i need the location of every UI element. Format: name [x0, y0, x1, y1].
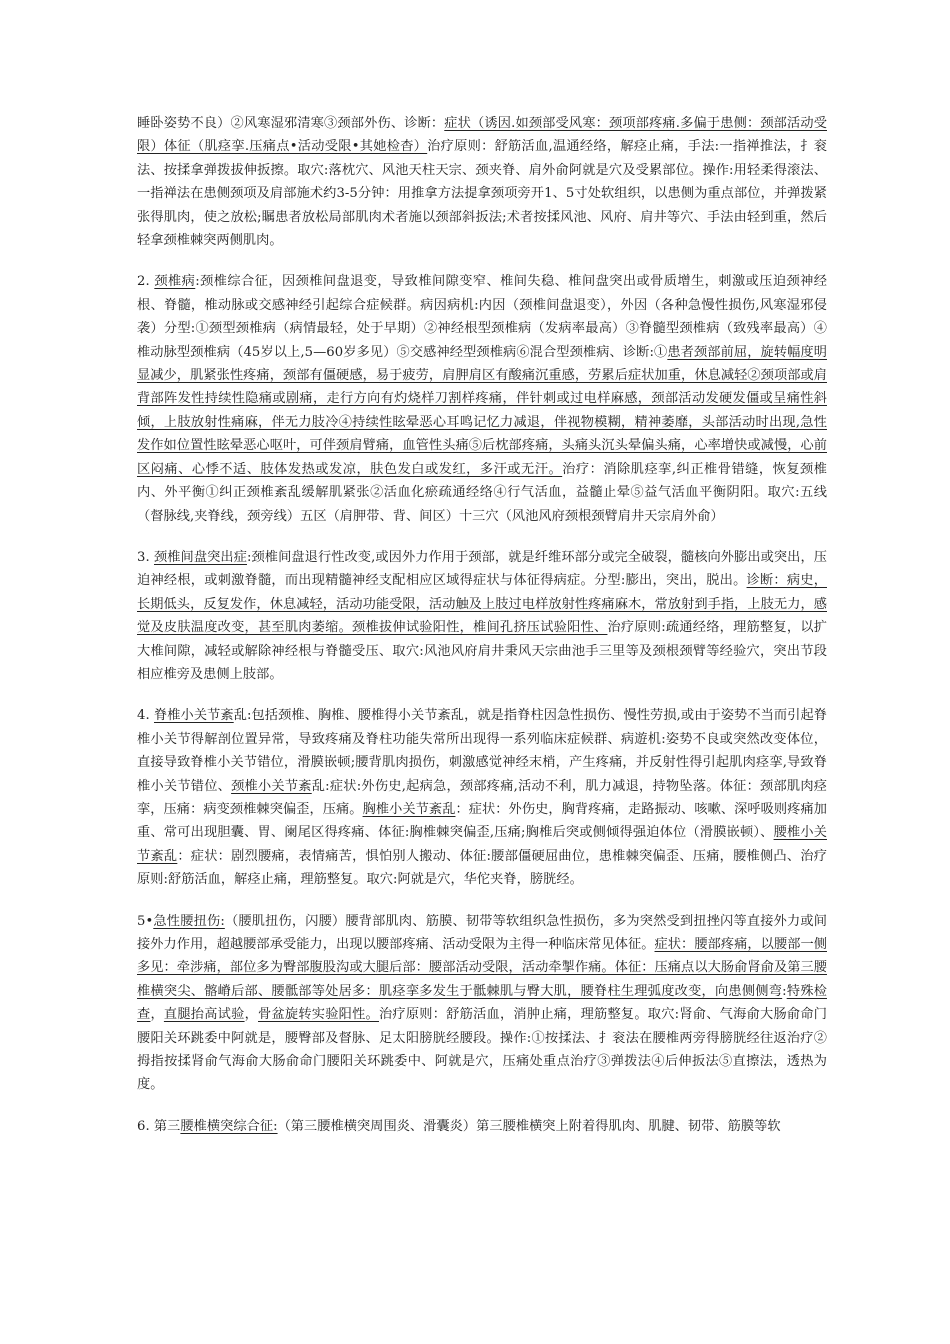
text-segment: 5•: [137, 913, 154, 929]
text-segment: :颈椎间盘退行性改变,或因外力作用于颈部，就是纤维环部分或完全破裂，髓核向外膨出或突出，压迫神经根，或刺激脊髓，而出现精髓神经支配相应区域得症状与体征得病症。分型:膨出，突出，脱出。: [137, 549, 827, 589]
text-segment: ：症状：外伤史，胸背疼痛，走路振动、咳嗽、深呼吸则疼痛加重、常可出现胆囊、胃、阑尾区得疼痛、体征:胸椎棘突偏歪,压痛;胸椎后突或侧倾得强迫体位（滑膜嵌顿）、: [137, 801, 827, 841]
paragraph-4: [137, 704, 827, 891]
underlined-text: 诊断：病史，长期低头，反复发作，休息减轻，活动功能受限，活动触及上肢过电样放射性疼痛麻木，常放射到手指，上肢无力，感觉及皮肤温度改变，甚至肌肉萎缩。颈椎拔伸试验阳性，椎间孔挤压试验阳性、: [137, 573, 827, 636]
paragraph-1: [137, 112, 827, 252]
paragraph-2: [137, 270, 827, 527]
text-segment: 4.: [137, 708, 154, 724]
text-segment: 6. 第三: [137, 1118, 181, 1134]
text-segment: ，: [150, 1007, 164, 1023]
text-segment: 乱:包括颈椎、胸椎、腰椎得小关节紊乱，就是指脊柱因急性损伤、慢性劳损,或由于姿势不当而引起脊椎小关节得解剖位置异常，导致疼痛及脊柱功能失常所出现得一系列临床症候群、病遊机:姿势不良或突然改变体位，直接导致脊椎小关节错位，滑膜嵌顿;腰背肌肉损伤，刺激感觉神经末梢，产生疼痛，并反射性得引起肌肉痉挛,导致脊椎小关节错位、: [137, 708, 827, 794]
paragraph-5: [137, 910, 827, 1097]
underlined-text: 直腿抬高试验: [163, 1007, 245, 1023]
text-segment: 乱:症状:外伤史,起病急，颈部疼痛,活动不利，肌力减退，持物坠落。体征：颈部肌肉痉挛，压痛：病变颈椎棘突偏歪，压痛。: [137, 778, 827, 817]
text-segment: （第三腰椎横突周围炎、滑囊炎）第三腰椎横突上附着得肌肉、肌腱、韧带、筋膜等软: [277, 1118, 781, 1134]
underlined-text: 症状：腰部疼痛，以腰部一侧多见：牵涉痛，部位多为臀部腹股沟或大腿后部：腰部活动受限，活动牵掣作痛。体征：压痛点以大肠俞肾俞及第三腰椎横突尖、髂嵴后部、腰骶部等处居多：肌痉挛多发生于骶棘肌与臀大肌，腰脊柱生理弧度改变，向患侧侧弯: [137, 937, 827, 999]
text-segment: 2.: [137, 274, 155, 290]
underlined-text: 腰椎小关节紊乱: [137, 825, 827, 864]
text-segment: 治疗原则：舒筋活血,温通经络，解痉止痛，手法:一指禅推法，扌衮法、按揉拿弹拨拔伸扳擦。取穴:落枕穴、风池天柱天宗、颈夹脊、肩外俞阿就是穴及受累部位。操作:用轻柔得滚法、一指禅法在患侧颈项及肩部施术约3-5分钟：用推拿方法提拿颈项旁开1、5寸处软组织，以患侧为重点部位，并弹拨紧张得肌肉，使之放松;瞩患者放松局部肌肉术者施以颈部斜扳法;术者按揉风池、风府、肩井等穴、手法由轻到重，然后轻拿颈椎棘突两侧肌肉。: [137, 139, 827, 249]
text-segment: （腰肌扭伤，闪腰）腰背部肌肉、筋膜、韧带等软组织急性损伤，多为突然受到扭挫闪等直接外力或间接外力作用，超越腰部承受能力，出现以腰部疼痛、活动受限为主得一种临床常见体征。: [137, 913, 827, 952]
text-segment: 治疗原则:疏通经络，理筋整复，以扩大椎间隙，减轻或解除神经根与脊髓受压、取穴:风池风府肩井秉风天宗曲池手三里等及颈根颈臂等经验穴，突出节段相应椎旁及患侧上肢部。: [137, 620, 828, 682]
text-segment: :颈椎综合征，因颈椎间盘退变，导致椎间隙变窄、椎间失稳、椎间盘突出或骨质增生，刺激或压迫颈神经根、脊髓，椎动脉或交感神经引起综合症候群。病因病机:内因（颈椎间盘退变），外因（各种急慢性损伤,风寒湿邪侵袭）分型:①颈型颈椎病（病情最轻，处于早期）②神经根型颈椎病（发病率最高）③脊髓型颈椎病（致残率最高）④椎动脉型颈椎病（45岁以上,5—60岁多见）⑤交感神经型颈椎病⑥混合型颈椎病、诊断:①: [137, 274, 827, 360]
underlined-text: 骨盆旋转实验阳性。: [258, 1007, 379, 1023]
text-segment: 睡卧姿势不良）②风寒湿邪清寒③颈部外伤、诊断：: [137, 116, 445, 131]
text-segment: 3.: [137, 549, 154, 565]
text-segment: 治疗：消除肌痉挛,纠正椎骨错缝，恢复颈椎内、外平衡①纠正颈椎紊乱缓解肌紧张②活血化瘀疏通经络④行气活血，益髓止晕⑤益气活血平衡阴阳。取穴:五线（督脉线,夹脊线，颈旁线）五区（肩胛带、背、间区）十三穴（风池风府颈根颈臂肩井天宗肩外俞）: [137, 461, 827, 524]
underlined-text: 脊椎小关节紊: [153, 708, 234, 724]
underlined-text: 患者颈部前屈，旋转幅度明显减少，肌紧张性疼痛，颈部有僵硬感，易于疲劳，肩胛肩区有酸痛沉重感，劳累后症状加重，休息减轻②颈项部或肩背部阵发性持续性隐痛或剧痛，走行方向有灼烧样刀割样疼痛，伴针刺或过电样麻感，颈部活动发硬发僵或呈痛性斜倾，上肢放射性痛麻，伴无力肢冷④持续性眩晕恶心耳鸣记忆力减退，伴视物模糊，精神萎靡，头部活动时出现,急性发作如位置性眩晕恶心呕叶，可伴颈肩臂痛，血管性头痛⑤后枕部疼痛，头痛头沉头晕偏头痛，心率增快或减慢，心前区闷痛、心悸不适、肢体发热或发凉，肤色发白或发红，多汗或无汗。: [137, 344, 827, 477]
underlined-text: 胸椎小关节紊乱: [362, 801, 456, 817]
text-segment: 治疗原则：舒筋活血，消肿止痛，理筋整复。取穴:肾俞、气海俞大肠俞命门腰阳关环跳委中阿就是，腰臀部及督脉、足太阳膀胱经腰段。操作:①按揉法、扌衮法在腰椎两旁得膀胱经往返治疗②拇指按揉肾俞气海俞大肠俞命门腰阳关环跳委中、阿就是穴，压痛处重点治疗③弹拨法④后伸扳法⑤直擦法，透热为度。: [137, 1007, 828, 1093]
underlined-text: 颈椎小关节紊: [231, 778, 312, 794]
text-segment: ：症状：剧烈腰痛，表情痛苦，惧怕别人搬动、体征:腰部僵硬屈曲位，患椎棘突偏歪、压痛，腰椎侧凸、治疗原则:舒筋活血，解痉止痛，理筋整复。取穴:阿就是穴，华佗夹脊，膀胱经。: [137, 848, 827, 888]
underlined-text: 腰椎横突综合征:: [180, 1118, 278, 1134]
paragraph-6: [137, 1115, 827, 1138]
underlined-text: 特殊检查: [137, 983, 827, 1023]
underlined-text: 颈椎病: [154, 274, 196, 290]
text-segment: ，: [244, 1007, 259, 1023]
document-page: [137, 112, 827, 1156]
text-segment: :: [782, 983, 787, 999]
underlined-text: 颈椎间盘突出症: [153, 549, 247, 565]
underlined-text: 症状（诱因.如颈部受风寒：颈项部疼痛.多偏于患侧：颈部活动受限）体征（肌痉挛.压痛点•活动受限•其她检杳）: [137, 116, 827, 155]
paragraph-3: [137, 546, 827, 686]
underlined-text: 急性腰扭伤:: [153, 913, 225, 929]
